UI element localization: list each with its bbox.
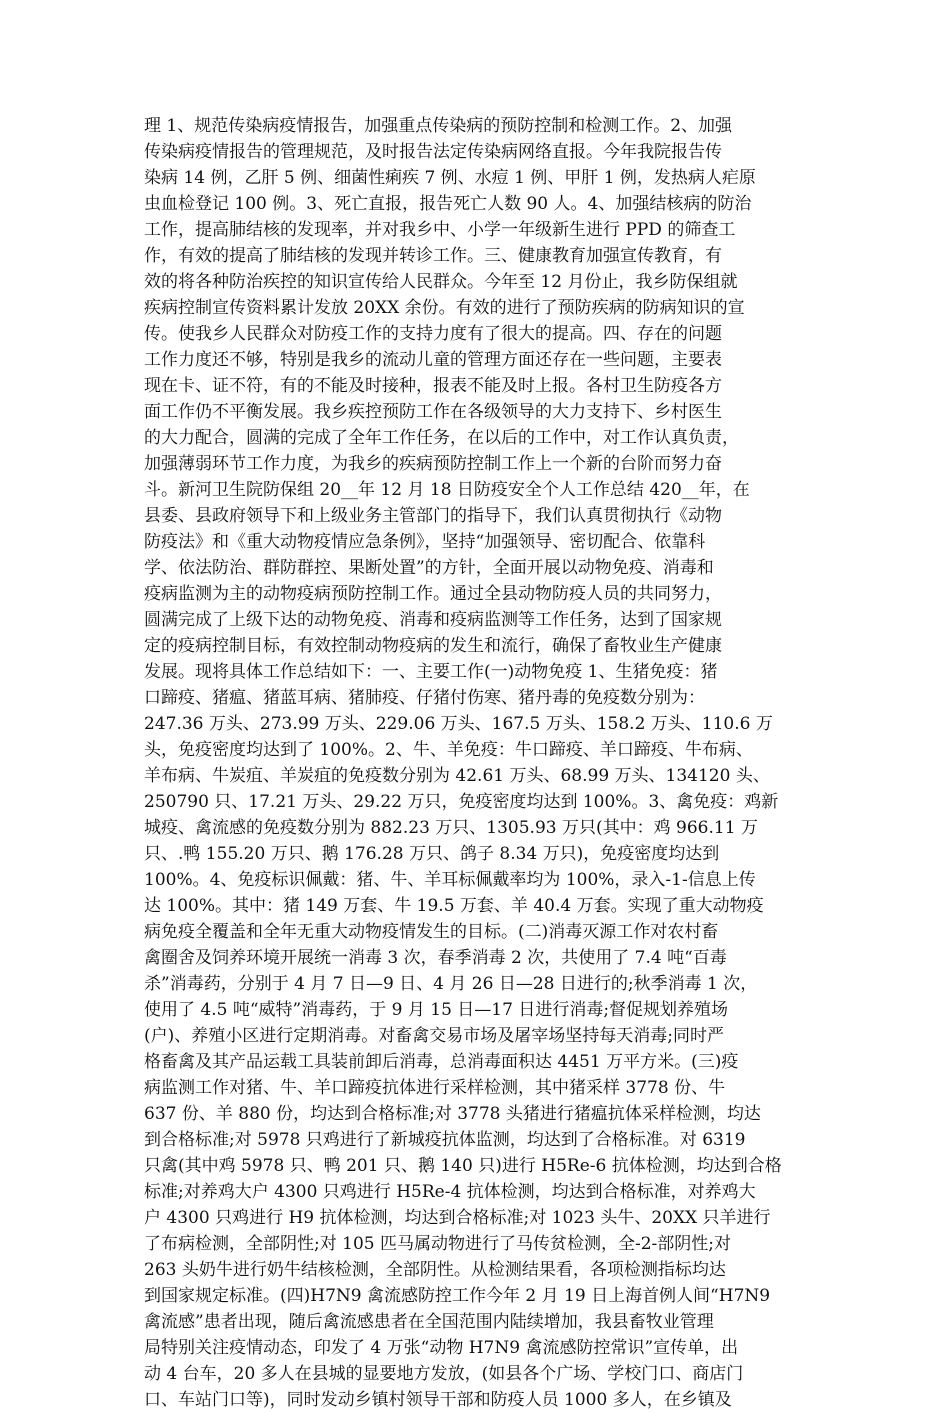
text-line: 传。使我乡人民群众对防疫工作的支持力度有了很大的提高。四、存在的问题 <box>144 324 722 344</box>
text-line: 病监测工作对猪、牛、羊口蹄疫抗体进行采样检测，其中猪采样 3778 份、牛 <box>144 1078 726 1098</box>
text-line: 局特别关注疫情动态，印发了 4 万张“动物 H7N9 禽流感防控常识”宣传单，出 <box>144 1338 739 1358</box>
text-line: 到国家规定标准。(四)H7N9 禽流感防控工作今年 2 月 19 日上海首例人间“H7N9 <box>144 1286 771 1306</box>
text-line: 县委、县政府领导下和上级业务主管部门的指导下，我们认真贯彻执行《动物 <box>144 506 722 526</box>
text-line: 面工作仍不平衡发展。我乡疾控预防工作在各级领导的大力支持下、乡村医生 <box>144 402 722 422</box>
text-line: 染病 14 例，乙肝 5 例、细菌性痢疾 7 例、水痘 1 例、甲肝 1 例，发热病人疟原 <box>144 168 756 188</box>
text-line: 疫病监测为主的动物疫病预防控制工作。通过全县动物防疫人员的共同努力， <box>144 584 722 604</box>
text-line: 到合格标准;对 5978 只鸡进行了新城疫抗体监测，均达到了合格标准。对 6319 <box>144 1130 746 1150</box>
text-line: 达 100%。其中：猪 149 万套、牛 19.5 万套、羊 40.4 万套。实现了重大动物疫 <box>144 896 764 916</box>
text-line: 效的将各种防治疾控的知识宣传给人民群众。今年至 12 月份止，我乡防保组就 <box>144 272 738 292</box>
text-line: 口、车站门口等)，同时发动乡镇村领导干部和防疫人员 1000 多人，在乡镇及 <box>144 1390 732 1410</box>
text-line: 了布病检测，全部阴性;对 105 匹马属动物进行了马传贫检测，全-2-部阴性;对 <box>144 1234 732 1254</box>
text-line: (户)、养殖小区进行定期消毒。对畜禽交易市场及屠宰场坚持每天消毒;同时严 <box>144 1026 724 1046</box>
text-line: 只禽(其中鸡 5978 只、鸭 201 只、鹅 140 只)进行 H5Re-6 抗体检测，均达到合格 <box>144 1156 782 1176</box>
text-line: 学、依法防治、群防群控、果断处置”的方针，全面开展以动物免疫、消毒和 <box>144 558 714 578</box>
text-line: 杀”消毒药，分别于 4 月 7 日—9 日、4 月 26 日—28 日进行的;秋季消毒 1 次， <box>144 974 758 994</box>
text-line: 头，免疫密度均达到了 100%。2、牛、羊免疫：牛口蹄疫、羊口蹄疫、牛布病、 <box>144 740 753 760</box>
text-line: 圆满完成了上级下达的动物免疫、消毒和疫病监测等工作任务，达到了国家规 <box>144 610 722 630</box>
text-line: 使用了 4.5 吨“威特”消毒药，于 9 月 15 日—17 日进行消毒;督促规划养殖场 <box>144 1000 729 1020</box>
text-line: 的大力配合，圆满的完成了全年工作任务，在以后的工作中，对工作认真负责， <box>144 428 739 448</box>
text-line: 只、.鸭 155.20 万只、鹅 176.28 万只、鸽子 8.34 万只)，免疫密度均达到 <box>144 844 720 864</box>
text-line: 斗。新河卫生院防保组 20__年 12 月 18 日防疫安全个人工作总结 420__年，在 <box>144 480 750 500</box>
text-line: 现在卡、证不符，有的不能及时接种，报表不能及时上报。各村卫生防疫各方 <box>144 376 722 396</box>
text-line: 637 份、羊 880 份，均达到合格标准;对 3778 头猪进行猪瘟抗体采样检测，均达 <box>144 1104 761 1124</box>
text-line: 传染病疫情报告的管理规范，及时报告法定传染病网络直报。今年我院报告传 <box>144 142 722 162</box>
text-line: 禽流感”患者出现，随后禽流感患者在全国范围内陆续增加，我县畜牧业管理 <box>144 1312 714 1332</box>
text-line: 理 1、规范传染病疫情报告，加强重点传染病的预防控制和检测工作。2、加强 <box>144 116 733 136</box>
text-line: 定的疫病控制目标，有效控制动物疫病的发生和流行，确保了畜牧业生产健康 <box>144 636 722 656</box>
text-line: 户 4300 只鸡进行 H9 抗体检测，均达到合格标准;对 1023 头牛、20XX 只羊进行 <box>144 1208 771 1228</box>
body-text <box>144 113 808 1413</box>
text-line: 城疫、禽流感的免疫数分别为 882.23 万只、1305.93 万只(其中：鸡 966.11 万 <box>144 818 758 838</box>
text-line: 263 头奶牛进行奶牛结核检测，全部阴性。从检测结果看，各项检测指标均达 <box>144 1260 726 1280</box>
text-line: 发展。现将具体工作总结如下：一、主要工作(一)动物免疫 1、生猪免疫：猪 <box>144 662 718 682</box>
text-line: 禽圈舍及饲养环境开展统一消毒 3 次，春季消毒 2 次，共使用了 7.4 吨“百毒 <box>144 948 727 968</box>
text-line: 格畜禽及其产品运载工具装前卸后消毒，总消毒面积达 4451 万平方米。(三)疫 <box>144 1052 739 1072</box>
text-line: 病免疫全覆盖和全年无重大动物疫情发生的目标。(二)消毒灭源工作对农村畜 <box>144 922 719 942</box>
text-line: 疾病控制宣传资料累计发放 20XX 余份。有效的进行了预防疾病的防病知识的宣 <box>144 298 745 318</box>
text-line: 动 4 台车，20 多人在县城的显要地方发放，(如县各个广场、学校门口、商店门 <box>144 1364 744 1384</box>
text-line: 虫血检登记 100 例。3、死亡直报，报告死亡人数 90 人。4、加强结核病的防治 <box>144 194 752 214</box>
text-line: 工作力度还不够，特别是我乡的流动儿童的管理方面还存在一些问题，主要表 <box>144 350 722 370</box>
text-line: 羊布病、牛炭疽、羊炭疽的免疫数分别为 42.61 万头、68.99 万头、134120 头、 <box>144 766 770 786</box>
text-line: 250790 只、17.21 万头、29.22 万只，免疫密度均达到 100%。3、禽免疫：鸡新 <box>144 792 779 812</box>
text-line: 工作，提高肺结核的发现率，并对我乡中、小学一年级新生进行 PPD 的筛查工 <box>144 220 736 240</box>
text-line: 口蹄疫、猪瘟、猪蓝耳病、猪肺疫、仔猪付伤寒、猪丹毒的免疫数分别为： <box>144 688 705 708</box>
text-line: 加强薄弱环节工作力度，为我乡的疾病预防控制工作上一个新的台阶而努力奋 <box>144 454 722 474</box>
text-line: 100%。4、免疫标识佩戴：猪、牛、羊耳标佩戴率均为 100%，录入-1-信息上传 <box>144 870 756 890</box>
text-line: 作，有效的提高了肺结核的发现并转诊工作。三、健康教育加强宣传教育，有 <box>144 246 722 266</box>
text-line: 防疫法》和《重大动物疫情应急条例》，坚持“加强领导、密切配合、依靠科 <box>144 532 706 552</box>
text-line: 247.36 万头、273.99 万头、229.06 万头、167.5 万头、158.2 万头、110.6 万 <box>144 714 773 734</box>
text-line: 标准;对养鸡大户 4300 只鸡进行 H5Re-4 抗体检测，均达到合格标准，对养鸡大 <box>144 1182 756 1202</box>
